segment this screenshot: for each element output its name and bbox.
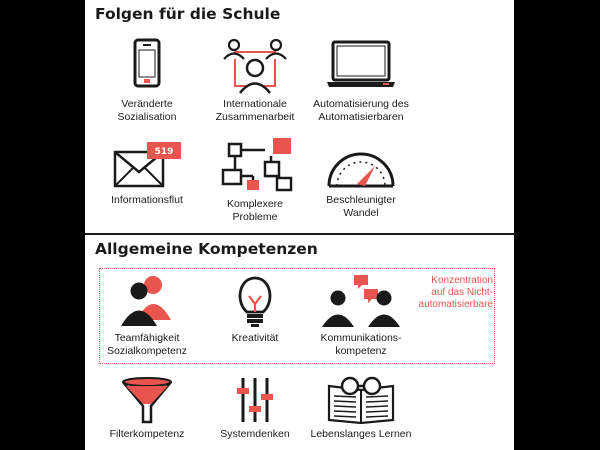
flowchart-icon: [215, 136, 295, 194]
smartphone-icon: [117, 38, 177, 94]
funnel-icon: [117, 376, 177, 424]
item-lebenslanges-lernen: [299, 376, 423, 441]
speedometer-icon: [321, 140, 401, 190]
item-label: Beschleunigter Wandel: [326, 194, 396, 219]
infographic-page: [85, 0, 514, 450]
item-label: Automatisierung des Automatisierbaren: [313, 98, 409, 123]
envelope-icon: [107, 140, 187, 190]
highlight-note: Konzentration auf das Nicht- automatisierbare: [418, 275, 493, 310]
item-filterkompetenz: [85, 376, 209, 441]
item-informationsflut: [85, 140, 209, 207]
item-automatisierung: [299, 38, 423, 123]
item-label: Kommunikations- kompetenz: [320, 332, 402, 357]
item-sozialisation: [85, 38, 209, 123]
section-divider: [85, 233, 514, 235]
item-wandel: [299, 140, 423, 219]
lightbulb-icon: [227, 274, 283, 328]
item-label: Komplexere Probleme: [226, 198, 284, 223]
item-label: Teamfähigkeit Sozialkompetenz: [107, 332, 187, 357]
badge-count-text: 519: [154, 147, 174, 157]
item-label: Systemdenken: [220, 428, 290, 440]
book-glasses-icon: [323, 376, 399, 424]
item-kommunikation: [299, 274, 423, 357]
conversation-icon: [322, 274, 400, 328]
team-people-icon: [115, 274, 179, 328]
item-label: Filterkompetenz: [109, 428, 185, 440]
item-label: Lebenslanges Lernen: [310, 428, 412, 440]
laptop-icon: [323, 38, 399, 94]
item-label: Informationsflut: [111, 194, 183, 206]
item-label: Internationale Zusammenarbeit: [215, 98, 295, 123]
item-label: Kreativität: [231, 332, 279, 344]
collaboration-network-icon: [221, 38, 289, 94]
item-label: Veränderte Sozialisation: [117, 98, 177, 123]
item-teamfaehigkeit: [85, 274, 209, 357]
sliders-icon: [225, 376, 285, 424]
section-title-kompetenzen: Allgemeine Kompetenzen: [95, 240, 318, 258]
section-title-folgen: Folgen für die Schule: [95, 5, 281, 23]
